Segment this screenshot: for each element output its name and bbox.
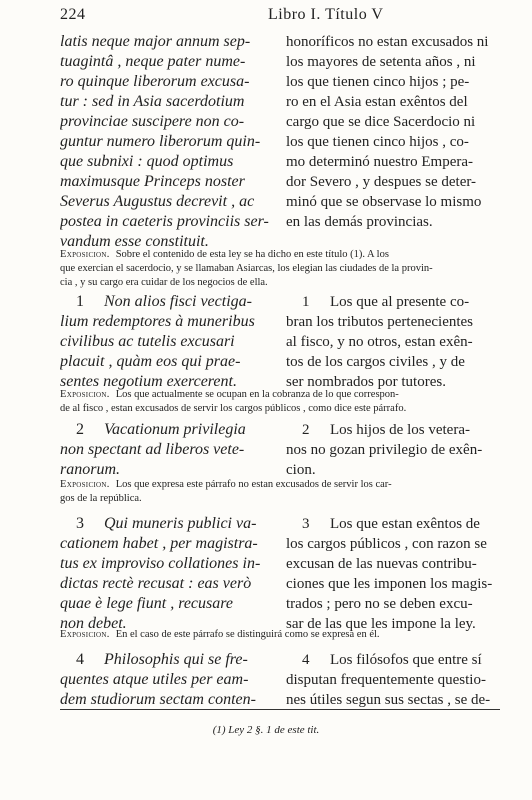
spanish-line: cargo que se dice Sacerdocio ni [286, 114, 476, 130]
section-number: 4 [76, 651, 84, 668]
latin-column [60, 292, 278, 392]
latin-line: guntur numero liberorum quin- [60, 133, 261, 150]
latin-line: tuagintâ , neque pater nume- [60, 53, 246, 70]
latin-line: quae è lege fiunt , recusare [60, 595, 233, 612]
spanish-line: sar de las que les impone la ley. [286, 616, 476, 632]
latin-line: provinciae suscipere non co- [60, 113, 245, 130]
exposition-line: Los que expresa este párrafo no estan excusados de servir los car- [115, 479, 392, 490]
latin-line: non spectant ad liberos vete- [60, 441, 245, 458]
latin-column [60, 420, 278, 480]
exposition-label: Exposicion. [60, 249, 110, 260]
spanish-column [286, 514, 500, 634]
latin-line: non debet. [60, 615, 127, 632]
section-number: 2 [76, 421, 84, 438]
running-head [60, 4, 502, 32]
exposition-line: cia , y su cargo era cuidar de los negocios de ella. [60, 277, 268, 288]
latin-column [60, 32, 278, 252]
latin-line: Severus Augustus decrevit , ac [60, 193, 255, 210]
latin-line: cationem habet , per magistra- [60, 535, 258, 552]
spanish-line: en las demás provincias. [286, 214, 433, 230]
latin-line: postea in caeteris provinciis ser- [60, 213, 269, 230]
exposition-line: Sobre el contenido de esta ley se ha dicho en este título (1). A los [115, 249, 389, 260]
spanish-column [286, 292, 500, 392]
exposition-note [60, 628, 500, 642]
spanish-line: bran los tributos pertenecientes [286, 314, 474, 330]
section-2 [60, 420, 500, 482]
exposition-line: Los que actualmente se ocupan en la cobranza de lo que correspon- [115, 389, 399, 400]
section-number: 3 [302, 516, 310, 532]
spanish-column [286, 420, 500, 480]
latin-line: sentes negotium exercerent. [60, 373, 237, 390]
exposition-note [60, 388, 500, 416]
latin-line: civilibus ac tutelis excusari [60, 333, 235, 350]
footnote-rule [60, 709, 500, 710]
spanish-column [286, 32, 500, 232]
exposition-note [60, 478, 500, 506]
spanish-line: minó que se observase lo mismo [286, 194, 482, 210]
spanish-line: los mayores de setenta años , ni [286, 54, 476, 70]
footnote: (1) Ley 2 §. 1 de este tit. [212, 724, 320, 736]
spanish-line: los que tienen cinco hijos , co- [286, 134, 469, 150]
latin-line: placuit , quàm eos qui prae- [60, 353, 241, 370]
latin-line: dem studiorum sectam conten- [60, 691, 256, 708]
latin-line: lium redemptores à muneribus [60, 313, 255, 330]
latin-line: Non alios fisci vectiga- [104, 293, 252, 310]
exposition-label: Exposicion. [60, 629, 110, 640]
spanish-line: cion. [286, 462, 316, 478]
latin-line: latis neque major annum sep- [60, 33, 251, 50]
spanish-line: nos no gozan privilegio de exên- [286, 442, 483, 458]
spanish-line: dor Severo , y despues se deter- [286, 174, 477, 190]
section-1 [60, 292, 500, 394]
latin-column [60, 650, 278, 710]
latin-line: Qui muneris publici va- [104, 515, 257, 532]
latin-line: que subnixi : quod optimus [60, 153, 234, 170]
latin-line: Vacationum privilegia [104, 421, 246, 438]
section-number: 2 [302, 422, 310, 438]
spanish-line: Los hijos de los vetera- [330, 422, 470, 438]
spanish-line: los que tienen cinco hijos ; pe- [286, 74, 470, 90]
spanish-line: ciones que les imponen los magis- [286, 576, 493, 592]
spanish-line: ser nombrados por tutores. [286, 374, 446, 390]
section-number: 1 [302, 294, 310, 310]
exposition-label: Exposicion. [60, 479, 110, 490]
section-number: 3 [76, 515, 84, 532]
section-3 [60, 514, 500, 636]
section-number: 1 [76, 293, 84, 310]
exposition-line: de al fisco , estan excusados de servir los cargos públicos , como dice este párrafo. [60, 403, 407, 414]
spanish-line: ro en el Asia estan exêntos del [286, 94, 468, 110]
spanish-line: excusan de las nuevas contribu- [286, 556, 477, 572]
exposition-line: En el caso de este párrafo se distinguirá como se expresa en él. [115, 629, 380, 640]
latin-line: Philosophis qui se fre- [104, 651, 248, 668]
spanish-line: Los filósofos que entre sí [330, 652, 482, 668]
text-block-continued [60, 32, 500, 250]
exposition-line: gos de la república. [60, 493, 142, 504]
latin-line: dictas rectè recusat : eas verò [60, 575, 252, 592]
latin-line: ro quinque liberorum excusa- [60, 73, 250, 90]
exposition-label: Exposicion. [60, 389, 110, 400]
page-number: 224 [60, 6, 86, 23]
latin-line: vandum esse constituit. [60, 233, 209, 250]
latin-line: tur : sed in Asia sacerdotium [60, 93, 245, 110]
latin-line: ranorum. [60, 461, 121, 478]
spanish-line: al fisco, y no otros, estan exên- [286, 334, 473, 350]
spanish-line: nes útiles segun sus sectas , se de- [286, 692, 491, 708]
section-number: 4 [302, 652, 310, 668]
latin-line: quentes atque utiles per eam- [60, 671, 249, 688]
spanish-line: trados ; pero no se deben excu- [286, 596, 473, 612]
exposition-line: que exercian el sacerdocio, y se llamaban Asiarcas, los elegian las ciudades de la provin- [60, 263, 433, 274]
running-title: Libro I. Título V [268, 6, 384, 23]
spanish-line: mo determinó nuestro Empera- [286, 154, 474, 170]
spanish-line: disputan frequentemente questio- [286, 672, 486, 688]
section-4 [60, 650, 500, 712]
spanish-line: honoríficos no estan excusados ni [286, 34, 489, 50]
spanish-line: los cargos públicos , con razon se [286, 536, 487, 552]
latin-column [60, 514, 278, 634]
latin-line: maximusque Princeps noster [60, 173, 245, 190]
latin-line: tus ex improviso collationes in- [60, 555, 261, 572]
spanish-line: Los que estan exêntos de [330, 516, 480, 532]
exposition-note [60, 248, 500, 290]
spanish-line: tos de los cargos civiles , y de [286, 354, 465, 370]
spanish-column [286, 650, 500, 710]
spanish-line: Los que al presente co- [330, 294, 470, 310]
